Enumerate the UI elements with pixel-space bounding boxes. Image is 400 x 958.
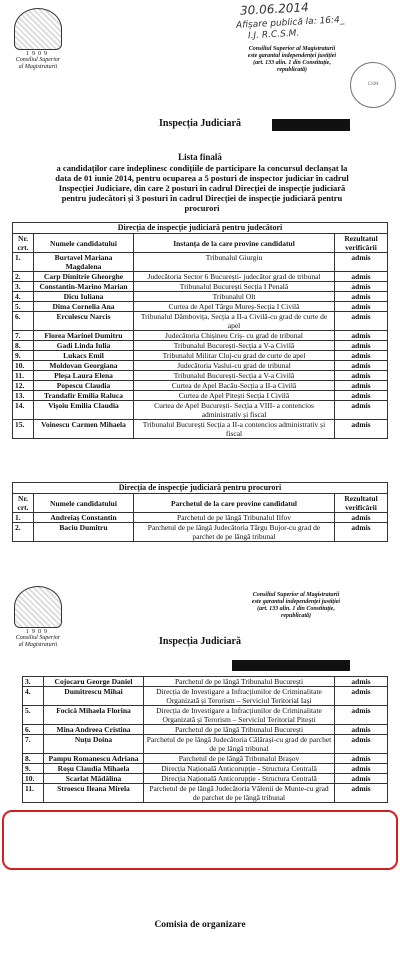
institution: Tribunalul București-Secția a V-a Civilă: [134, 341, 335, 351]
institution: Tribunalul Dâmbovița, Secția a II-a Civilă-cu grad de curte de apel: [134, 312, 335, 331]
candidate-name: Lukacs Emil: [34, 351, 134, 361]
institution: Tribunalul Militar Cluj-cu grad de curte de apel: [134, 351, 335, 361]
table-row: [23, 687, 388, 706]
candidate-name: Popescu Claudia: [34, 381, 134, 391]
table-row: [13, 302, 388, 312]
table-row: [13, 253, 388, 272]
table-row: [13, 312, 388, 331]
institution: Tribunalul București Secția a II-a contencios administrativ și fiscal: [134, 420, 335, 439]
column-header: Parchetul de la care provine candidatul: [134, 494, 335, 513]
table-row: [13, 282, 388, 292]
verification-result: admis: [335, 764, 388, 774]
verification-result: admis: [335, 784, 388, 803]
verification-result: admis: [335, 302, 388, 312]
column-header: Numele candidatului: [34, 494, 134, 513]
candidate-name: Voinescu Carmen Mihaela: [34, 420, 134, 439]
table-row: [13, 341, 388, 351]
org-motto: Consiliul Superior al Magistraturii este garantul independenței justiției (art. 133 alin. 1 din Constituție, republicată): [251, 592, 341, 619]
candidate-name: Trandafir Emilia Raluca: [34, 391, 134, 401]
column-header: Nr. crt.: [13, 494, 34, 513]
row-number: 14.: [13, 401, 34, 420]
institution: Parchetul de pe lângă Judecătoria Vălenii de Munte-cu grad de parchet de pe lângă tribunal: [144, 784, 335, 803]
verification-result: admis: [335, 523, 388, 542]
table-row: [13, 272, 388, 282]
table-row: [13, 391, 388, 401]
candidate-name: Baciu Dumitru: [34, 523, 134, 542]
row-number: 4.: [13, 292, 34, 302]
csm-logo: 1909 Consiliul Superior al Magistraturii: [8, 8, 68, 71]
table-row: [23, 706, 388, 725]
institution: Judecătoria Chișineu Criș- cu grad de tribunal: [134, 331, 335, 341]
handwritten-note: Afișare publică la: 16:4_: [235, 15, 345, 31]
org-motto: Consiliul Superior al Magistraturii este garantul independenței justiției (art. 133 alin. 1 din Constituție, republicată): [247, 46, 337, 73]
registry-stamp: CSM: [350, 62, 396, 108]
institution: Parchetul de pe lângă Tribunalul Brașov: [144, 754, 335, 764]
table-row: [13, 523, 388, 542]
column-header: Rezultatul verificării: [335, 234, 388, 253]
row-number: 2.: [13, 272, 34, 282]
prosecutors-table-continued: [22, 676, 388, 803]
candidate-name: Andreiaș Constantin: [34, 513, 134, 523]
candidate-name: Pampu Romanescu Adriana: [44, 754, 144, 764]
verification-result: admis: [335, 401, 388, 420]
row-number: 9.: [13, 351, 34, 361]
candidate-name: Florea Marinel Dumitru: [34, 331, 134, 341]
table-row: [23, 784, 388, 803]
row-number: 5.: [13, 302, 34, 312]
candidate-name: Dicu Iuliana: [34, 292, 134, 302]
table-row: [23, 735, 388, 754]
verification-result: admis: [335, 341, 388, 351]
candidate-name: Pleșa Laura Elena: [34, 371, 134, 381]
verification-result: admis: [335, 687, 388, 706]
csm-logo: 1909 Consiliul Superior al Magistraturii: [8, 586, 68, 649]
column-header: Instanța de la care provine candidatul: [134, 234, 335, 253]
institution: Curtea de Apel Pitești Secția I Civilă: [134, 391, 335, 401]
verification-result: admis: [335, 371, 388, 381]
institution: Judecătoria Sector 6 București- judecător grad de tribunal: [134, 272, 335, 282]
verification-result: admis: [335, 312, 388, 331]
table-row: [13, 371, 388, 381]
institution: Direcția de Investigare a Infracțiunilor de Criminalitate Organizată și Terorism – Serviciul Teritorial Pitești: [144, 706, 335, 725]
column-header: Numele candidatului: [34, 234, 134, 253]
verification-result: admis: [335, 351, 388, 361]
highlight-annotation: [2, 810, 398, 870]
verification-result: admis: [335, 361, 388, 371]
handwritten-date: 30.06.2014: [239, 0, 310, 18]
verification-result: admis: [335, 706, 388, 725]
row-number: 8.: [13, 341, 34, 351]
candidate-name: Cojocaru George Daniel: [44, 677, 144, 687]
row-number: 7.: [23, 735, 44, 754]
crest-icon: [14, 8, 62, 50]
table-caption: Direcția de inspecție judiciară pentru judecători: [12, 222, 388, 233]
prosecutors-table: [12, 482, 388, 542]
institution: Parchetul de pe lângă Tribunalul Ilfov: [134, 513, 335, 523]
judges-table: [12, 222, 388, 439]
table-row: [13, 331, 388, 341]
row-number: 8.: [23, 754, 44, 764]
verification-result: admis: [335, 420, 388, 439]
institution: Tribunalul București-Secția a V-a Civilă: [134, 371, 335, 381]
row-number: 10.: [13, 361, 34, 371]
institution: Curtea de Apel Bacău-Secția a II-a Civilă: [134, 381, 335, 391]
candidate-name: Focică Mihaela Florina: [44, 706, 144, 725]
row-number: 3.: [13, 282, 34, 292]
candidate-name: Scarlat Mădălina: [44, 774, 144, 784]
row-number: 15.: [13, 420, 34, 439]
row-number: 6.: [13, 312, 34, 331]
table-row: [13, 381, 388, 391]
candidate-name: Stroescu Ileana Mirela: [44, 784, 144, 803]
row-number: 12.: [13, 381, 34, 391]
handwritten-initials: I.J. R.C.S.M.: [247, 28, 300, 42]
redaction-bar: [272, 119, 350, 131]
institution: Curtea de Apel Târgu Mureș-Secția I Civilă: [134, 302, 335, 312]
candidate-name: Nuțu Doina: [44, 735, 144, 754]
page-title: Inspecția Judiciară: [159, 636, 241, 647]
column-header: Rezultatul verificării: [335, 494, 388, 513]
table-row: [13, 361, 388, 371]
verification-result: admis: [335, 331, 388, 341]
institution: Parchetul de pe lângă Tribunalul București: [144, 677, 335, 687]
table-row: [13, 513, 388, 523]
row-number: 10.: [23, 774, 44, 784]
candidate-name: Dima Cornelia Ana: [34, 302, 134, 312]
verification-result: admis: [335, 513, 388, 523]
row-number: 1.: [13, 253, 34, 272]
institution: Tribunalul București Secția I Penală: [134, 282, 335, 292]
candidate-name: Constantin-Marino Marian: [34, 282, 134, 292]
table-row: [23, 677, 388, 687]
institution: Parchetul de pe lângă Tribunalul București: [144, 725, 335, 735]
intro-paragraph: a candidaților care îndeplinesc condițiile de participare la concursul declanșat la data de 01 iunie 2014, pentru ocuparea a 5 posturi de inspector judiciar în cadrul Inspecției Judiciare, din care 2 posturi în cadrul Direcției de inspecție judiciară pentru judecători și 3 posturi în cadrul Direcției de inspecție judiciară pentru procurori: [55, 163, 349, 213]
verification-result: admis: [335, 725, 388, 735]
verification-result: admis: [335, 774, 388, 784]
verification-result: admis: [335, 391, 388, 401]
row-number: 3.: [23, 677, 44, 687]
candidate-name: Burtavel Mariana Magdalena: [34, 253, 134, 272]
commission-signature: Comisia de organizare: [154, 920, 246, 930]
row-number: 2.: [13, 523, 34, 542]
row-number: 5.: [23, 706, 44, 725]
candidate-name: Mina Andreea Cristina: [44, 725, 144, 735]
verification-result: admis: [335, 282, 388, 292]
candidate-name: Moldovan Georgiana: [34, 361, 134, 371]
table-row: [23, 774, 388, 784]
candidate-name: Gadi Linda Iulia: [34, 341, 134, 351]
verification-result: admis: [335, 677, 388, 687]
institution: Judecătoria Vaslui-cu grad de tribunal: [134, 361, 335, 371]
crest-icon: [14, 586, 62, 628]
institution: Parchetul de pe lângă Judecătoria Târgu Bujor-cu grad de parchet de pe lângă tribunal: [134, 523, 335, 542]
table-row: [13, 401, 388, 420]
candidate-name: Carp Dimitrie Gheorghe: [34, 272, 134, 282]
row-number: 7.: [13, 331, 34, 341]
candidate-name: Vișoiu Emilia Claudia: [34, 401, 134, 420]
table-row: [13, 351, 388, 361]
row-number: 11.: [23, 784, 44, 803]
candidate-name: Roșu Claudia Mihaela: [44, 764, 144, 774]
row-number: 13.: [13, 391, 34, 401]
table-row: [13, 292, 388, 302]
redaction-bar: [232, 660, 350, 671]
verification-result: admis: [335, 272, 388, 282]
row-number: 1.: [13, 513, 34, 523]
row-number: 6.: [23, 725, 44, 735]
column-header: Nr. crt.: [13, 234, 34, 253]
candidate-name: Erculescu Narcis: [34, 312, 134, 331]
document-page-2: [0, 584, 400, 958]
table-row: [23, 754, 388, 764]
institution: Curtea de Apel București- Secția a VIII- a contencios administrativ și fiscal: [134, 401, 335, 420]
verification-result: admis: [335, 292, 388, 302]
table-row: [23, 725, 388, 735]
institution: Direcția Națională Anticorupție - Structura Centrală: [144, 774, 335, 784]
list-title: Lista finală: [178, 152, 222, 162]
institution: Tribunalul Giurgiu: [134, 253, 335, 272]
page-title: Inspecția Judiciară: [159, 118, 241, 129]
verification-result: admis: [335, 735, 388, 754]
institution: Tribunalul Olt: [134, 292, 335, 302]
institution: Direcția de Investigare a Infracțiunilor de Criminalitate Organizată și Terorism – Serviciul Teritorial Iași: [144, 687, 335, 706]
institution: Direcția Națională Anticorupție - Structura Centrală: [144, 764, 335, 774]
table-row: [13, 420, 388, 439]
verification-result: admis: [335, 253, 388, 272]
verification-result: admis: [335, 381, 388, 391]
row-number: 11.: [13, 371, 34, 381]
institution: Parchetul de pe lângă Judecătoria Călărași-cu grad de parchet de pe lângă tribunal: [144, 735, 335, 754]
verification-result: admis: [335, 754, 388, 764]
row-number: 9.: [23, 764, 44, 774]
candidate-name: Dumitrescu Mihai: [44, 687, 144, 706]
row-number: 4.: [23, 687, 44, 706]
table-caption: Direcția de inspecție judiciară pentru procurori: [12, 482, 388, 493]
table-row: [23, 764, 388, 774]
